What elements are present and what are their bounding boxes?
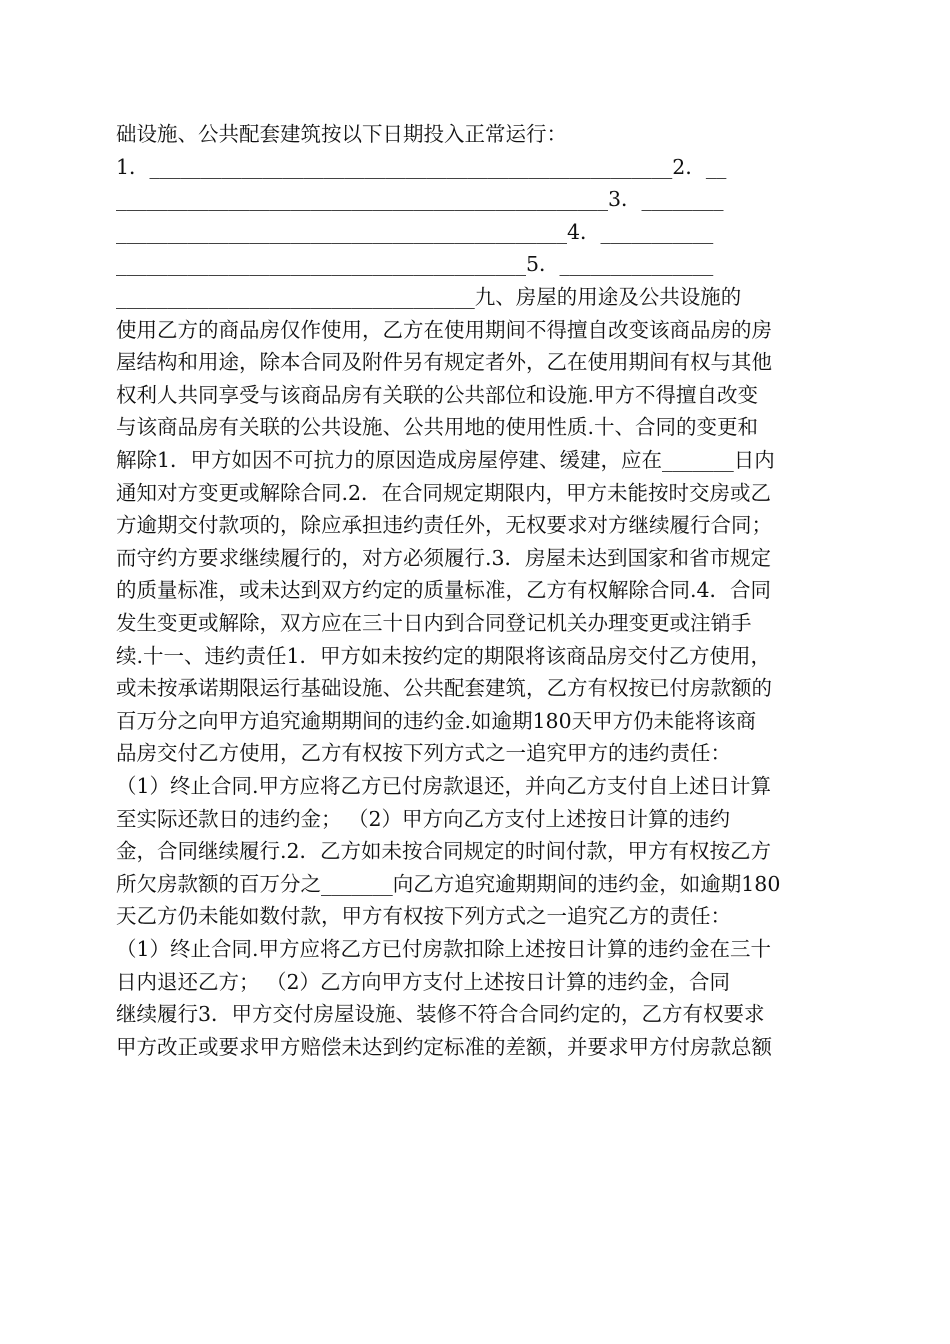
text-line: 继续履行3．甲方交付房屋设施、装修不符合合同约定的，乙方有权要求 <box>116 1002 765 1027</box>
text-line: （1）终止合同.甲方应将乙方已付房款退还，并向乙方支付自上述日计算 <box>116 774 772 798</box>
text-line: 使用乙方的商品房仅作使用，乙方在使用期间不得擅自改变该商品房的房 <box>116 317 772 342</box>
text-line: 品房交付乙方使用，乙方有权按下列方式之一追究甲方的违约责任： <box>116 741 731 766</box>
text-line: 方逾期交付款项的，除应承担违约责任外，无权要求对方继续履行合同； <box>116 513 772 538</box>
text-line: 解除1．甲方如因不可抗力的原因造成房屋停建、缓建，应在_______日内 <box>116 448 775 472</box>
text-line: ________________________________________5．_______________ <box>116 252 714 277</box>
text-line: 1．___________________________________________________2．__ <box>116 154 727 179</box>
text-line: 续.十一、违约责任1．甲方如未按约定的期限将该商品房交付乙方使用， <box>116 643 772 668</box>
text-line: 而守约方要求继续履行的，对方必须履行.3．房屋未达到国家和省市规定 <box>116 545 772 570</box>
text-line: 发生变更或解除，双方应在三十日内到合同登记机关办理变更或注销手 <box>116 611 752 635</box>
text-line: 屋结构和用途，除本合同及附件另有规定者外，乙在使用期间有权与其他 <box>116 350 772 375</box>
text-line: 至实际还款日的违约金； （2）甲方向乙方支付上述按日计算的违约 <box>116 806 731 831</box>
text-line: 甲方改正或要求甲方赔偿未达到约定标准的差额，并要求甲方付房款总额 <box>116 1034 772 1059</box>
text-line: （1）终止合同.甲方应将乙方已付房款扣除上述按日计算的违约金在三十 <box>116 937 772 961</box>
text-line: 权利人共同享受与该商品房有关联的公共部位和设施.甲方不得擅自改变 <box>116 382 759 407</box>
text-line: 通知对方变更或解除合同.2．在合同规定期限内，甲方未能按时交房或乙 <box>116 480 772 505</box>
text-line: ___________________________________九、房屋的用途及公共设施的 <box>116 285 742 309</box>
text-line: 与该商品房有关联的公共设施、公共用地的使用性质.十、合同的变更和 <box>116 415 759 440</box>
text-line: 或未按承诺期限运行基础设施、公共配套建筑，乙方有权按已付房款额的 <box>116 676 772 701</box>
text-line: 日内退还乙方； （2）乙方向甲方支付上述按日计算的违约金，合同 <box>116 969 731 994</box>
text-line: 的质量标准，或未达到双方约定的质量标准，乙方有权解除合同.4．合同 <box>116 578 772 603</box>
text-line: ________________________________________________3．________ <box>116 187 724 212</box>
text-line: 础设施、公共配套建筑按以下日期投入正常运行： <box>116 122 567 146</box>
text-line: 所欠房款额的百万分之_______向乙方追究逾期期间的违约金，如逾期180 <box>116 871 781 896</box>
text-line: 天乙方仍未能如数付款，甲方有权按下列方式之一追究乙方的责任： <box>116 904 731 929</box>
text-line: 百万分之向甲方追究逾期期间的违约金.如逾期180天甲方仍未能将该商 <box>116 708 757 733</box>
text-line: 金，合同继续履行.2．乙方如未按合同规定的时间付款，甲方有权按乙方 <box>116 839 772 864</box>
text-line: ____________________________________________4．___________ <box>116 219 714 244</box>
